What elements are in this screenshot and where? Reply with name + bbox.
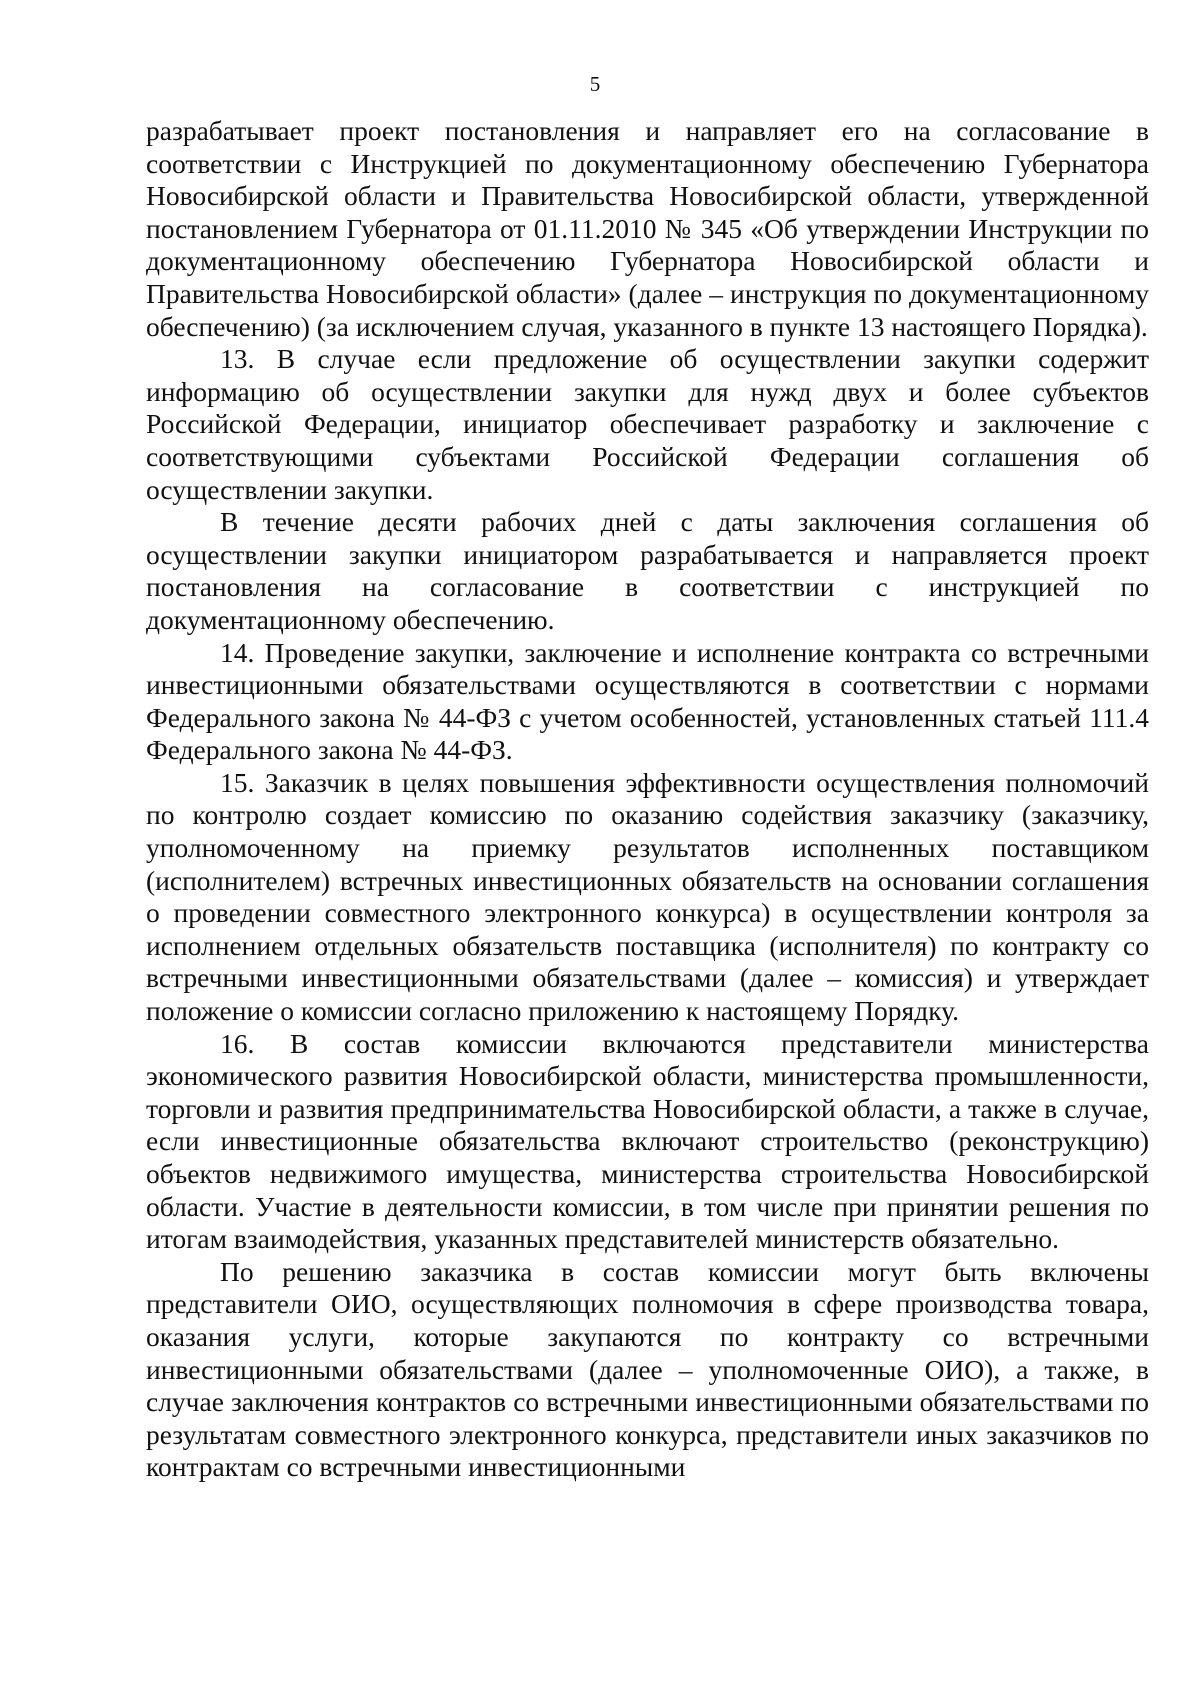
- paragraph-16: 16. В состав комиссии включаются представители министерства экономического развития Новосибирской области, министерства промышленности, торговли и развития предпринимательства Новосибирской области, а также в случае, если инвестиционные обязательства включают строительство (реконструкцию) объектов недвижимого имущества, министерства строительства Новосибирской области. Участие в деятельности комиссии, в том числе при принятии решения по итогам взаимодействия, указанных представителей министерств обязательно.: [146, 1027, 1149, 1255]
- document-body: [146, 115, 1149, 1484]
- paragraph-continuation: разрабатывает проект постановления и направляет его на согласование в соответствии с Инструкцией по документационному обеспечению Губернатора Новосибирской области и Правительства Новосибирской области, утвержденной постановлением Губернатора от 01.11.2010 № 345 «Об утверждении Инструкции по документационному обеспечению Губернатора Новосибирской области и Правительства Новосибирской области» (далее – инструкция по документационному обеспечению) (за исключением случая, указанного в пункте 13 настоящего Порядка).: [146, 115, 1149, 342]
- page-number: 5: [589, 72, 601, 96]
- paragraph-14: 14. Проведение закупки, заключение и исполнение контракта со встречными инвестиционными обязательствами осуществляются в соответствии с нормами Федерального закона № 44-ФЗ с учетом особенностей, установленных статьей 111.4 Федерального закона № 44-ФЗ.: [146, 636, 1149, 766]
- paragraph-13-part-2: В течение десяти рабочих дней с даты заключения соглашения об осуществлении закупки инициатором разрабатывается и направляется проект постановления на согласование в соответствии с инструкцией по документационному обеспечению.: [146, 506, 1149, 635]
- paragraph-15: 15. Заказчик в целях повышения эффективности осуществления полномочий по контролю создает комиссию по оказанию содействия заказчику (заказчику, уполномоченному на приемку результатов исполненных поставщиком (исполнителем) встречных инвестиционных обязательств на основании соглашения о проведении совместного электронного конкурса) в осуществлении контроля за исполнением отдельных обязательств поставщика (исполнителя) по контракту со встречными инвестиционными обязательствами (далее – комиссия) и утверждает положение о комиссии согласно приложению к настоящему Порядку.: [146, 766, 1149, 1027]
- paragraph-13: 13. В случае если предложение об осуществлении закупки содержит информацию об осуществлении закупки для нужд двух и более субъектов Российской Федерации, инициатор обеспечивает разработку и заключение с соответствующими субъектами Российской Федерации соглашения об осуществлении закупки.: [146, 343, 1149, 505]
- paragraph-16-part-2: По решению заказчика в состав комиссии могут быть включены представители ОИО, осуществляющих полномочия в сфере производства товара, оказания услуги, которые закупаются по контракту со встречными инвестиционными обязательствами (далее – уполномоченные ОИО), а также, в случае заключения контрактов со встречными инвестиционными обязательствами по результатам совместного электронного конкурса, представители иных заказчиков по контрактам со встречными инвестиционными: [146, 1255, 1149, 1483]
